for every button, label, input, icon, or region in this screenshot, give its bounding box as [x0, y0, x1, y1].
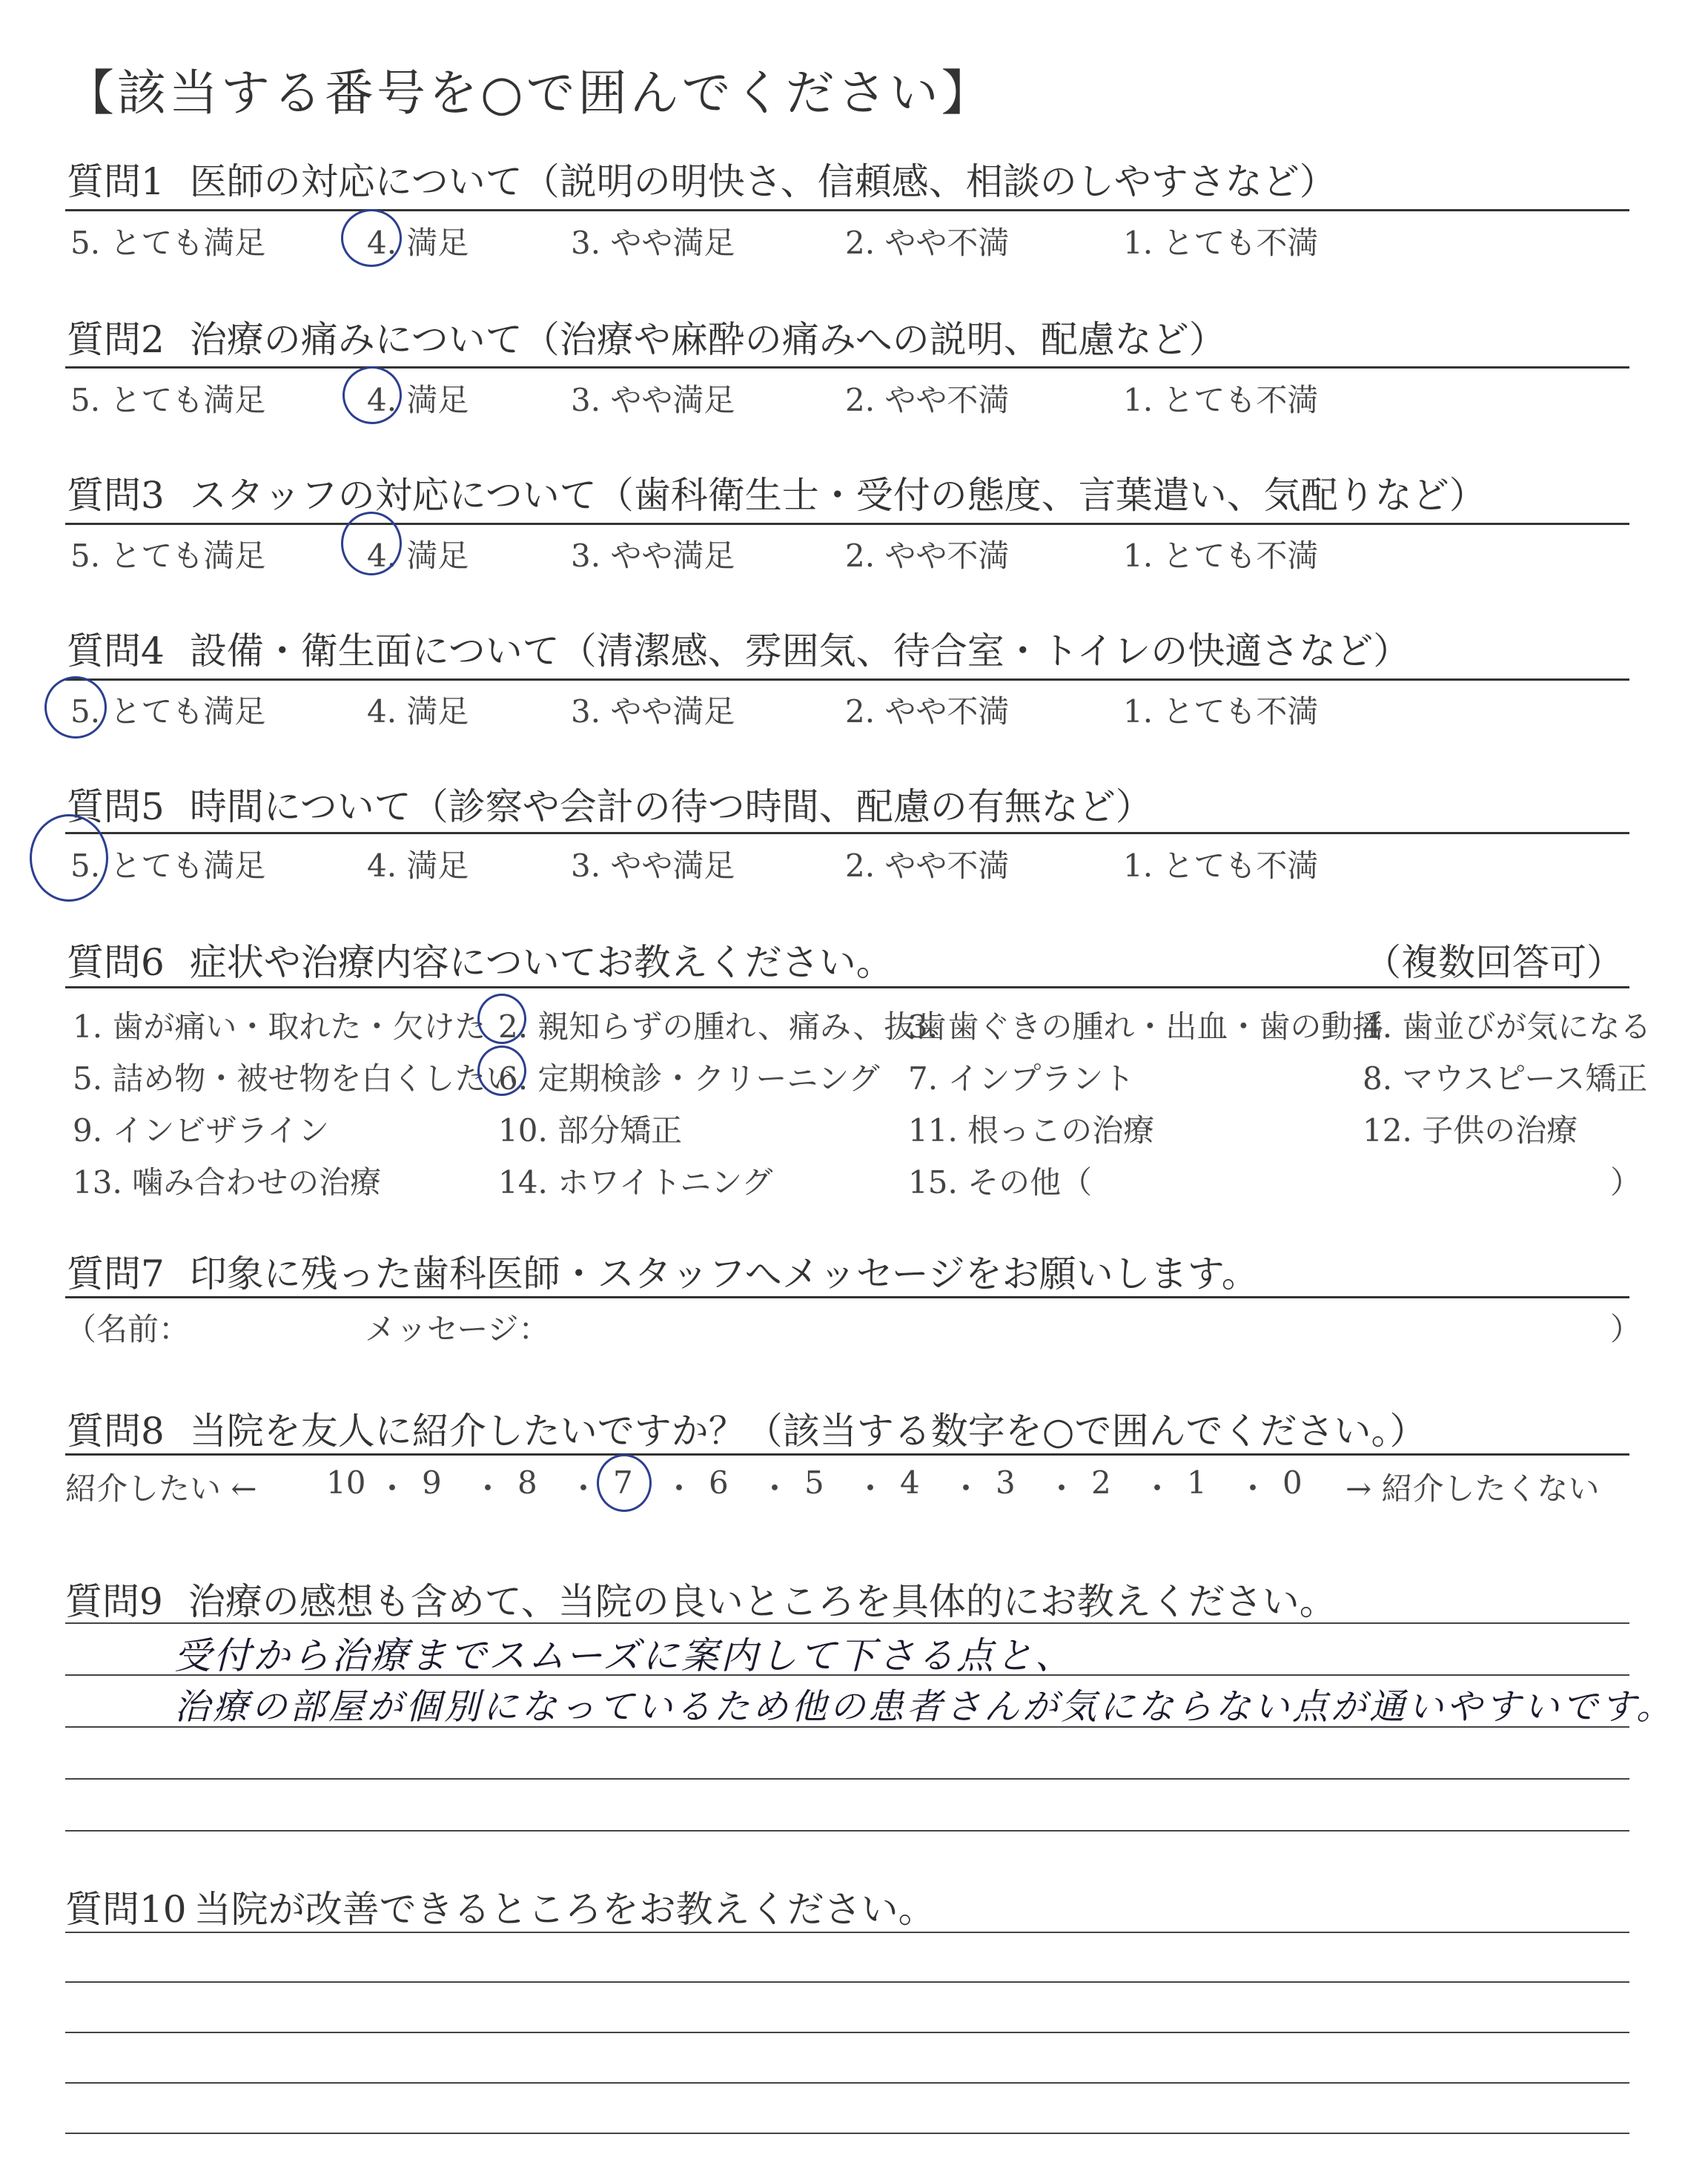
separator-dot: ・: [950, 1470, 982, 1507]
handwritten-answer: 治療の部屋が個別になっているため他の患者さんが気にならない点が通いやすいです。: [174, 1686, 1675, 1728]
selection-circle: [341, 512, 402, 575]
closing-paren: ）: [1610, 1311, 1642, 1347]
selection-circle: [597, 1454, 652, 1512]
question-text: 医師の対応について（説明の明快さ、信頼感、相談のしやすさなど）: [189, 160, 1337, 203]
answer-line: [65, 1932, 1629, 1933]
question-8: [67, 1401, 1426, 1455]
answer-line: [65, 1981, 1629, 1983]
q6-option[interactable]: 7. インプラント: [908, 1060, 1135, 1097]
q4-option-2[interactable]: 2. やや不満: [845, 693, 1010, 730]
question-number: 質問7: [67, 1252, 165, 1295]
separator-dot: ・: [472, 1470, 504, 1507]
question-9: [65, 1572, 1337, 1625]
separator-dot: ・: [759, 1470, 791, 1507]
divider: [65, 366, 1629, 369]
selection-circle: [477, 1046, 526, 1096]
not-recommend-label: → 紹介したくない: [1345, 1470, 1600, 1507]
q1-option-4[interactable]: 4. 満足: [367, 225, 469, 261]
answer-line: [65, 1830, 1629, 1832]
question-number: 質問1: [67, 160, 165, 203]
question-6: [67, 933, 893, 986]
question-10: [65, 1880, 936, 1933]
q4-option-5[interactable]: 5. とても満足: [70, 693, 266, 730]
q3-option-1[interactable]: 1. とても不満: [1123, 538, 1319, 574]
question-7: [67, 1244, 1259, 1298]
divider: [65, 678, 1629, 681]
answer-line: [65, 1622, 1629, 1624]
question-number: 質問4: [67, 630, 165, 673]
divider: [65, 523, 1629, 525]
separator-dot: ・: [663, 1470, 695, 1507]
question-number: 質問8: [67, 1410, 165, 1453]
selection-circle: [30, 814, 108, 902]
q6-option[interactable]: 14. ホワイトニング: [498, 1164, 773, 1200]
q3-option-4[interactable]: 4. 満足: [367, 538, 469, 574]
question-3: [67, 466, 1486, 519]
q6-option[interactable]: 6. 定期検診・クリーニング: [498, 1060, 880, 1097]
question-number: 質問9: [65, 1580, 163, 1623]
separator-dot: ・: [855, 1470, 887, 1507]
q6-option[interactable]: 9. インビザライン: [73, 1112, 330, 1149]
question-number: 質問2: [67, 318, 165, 361]
name-label: （名前：: [65, 1311, 191, 1347]
q6-option[interactable]: 15. その他（: [908, 1164, 1093, 1200]
separator-dot: ・: [1142, 1470, 1174, 1507]
divider: [65, 1453, 1629, 1456]
q6-option[interactable]: 3. 歯ぐきの腫れ・出血・歯の動揺: [908, 1008, 1384, 1045]
closing-paren: ）: [1610, 1164, 1642, 1200]
q2-option-3[interactable]: 3. やや満足: [571, 382, 735, 418]
q5-option-2[interactable]: 2. やや不満: [845, 848, 1010, 884]
q2-option-1[interactable]: 1. とても不満: [1123, 382, 1319, 418]
question-text: スタッフの対応について（歯科衛生士・受付の態度、言葉遣い、気配りなど）: [189, 474, 1486, 517]
answer-line: [65, 2032, 1629, 2033]
multiple-answers-note: （複数回答可）: [1364, 941, 1623, 984]
q6-option[interactable]: 4. 歯並びが気になる: [1363, 1008, 1652, 1045]
q6-option[interactable]: 5. 詰め物・被せ物を白くしたい: [73, 1060, 517, 1097]
q6-option[interactable]: 13. 噛み合わせの治療: [73, 1164, 382, 1200]
recommend-score-9[interactable]: 9: [422, 1464, 442, 1501]
q2-option-4[interactable]: 4. 満足: [367, 382, 469, 418]
selection-circle: [44, 676, 107, 739]
recommend-score-7[interactable]: 7: [613, 1464, 633, 1501]
question-2: [67, 310, 1226, 363]
question-number: 質問3: [67, 474, 165, 517]
question-1: [67, 152, 1337, 205]
recommend-score-4[interactable]: 4: [900, 1464, 920, 1501]
answer-line: [65, 2082, 1629, 2084]
question-text: 印象に残った歯科医師・スタッフへメッセージをお願いします。: [189, 1252, 1259, 1295]
question-text: 症状や治療内容についてお教えください。: [189, 941, 893, 984]
recommend-score-1[interactable]: 1: [1187, 1464, 1207, 1501]
q4-option-3[interactable]: 3. やや満足: [571, 693, 735, 730]
q4-option-1[interactable]: 1. とても不満: [1123, 693, 1319, 730]
q3-option-5[interactable]: 5. とても満足: [70, 538, 266, 574]
question-text: 当院が改善できるところをお教えください。: [193, 1888, 936, 1931]
separator-dot: ・: [1237, 1470, 1269, 1507]
q5-option-1[interactable]: 1. とても不満: [1123, 848, 1319, 884]
divider: [65, 832, 1629, 834]
recommend-label: 紹介したい ←: [65, 1470, 257, 1507]
q1-option-2[interactable]: 2. やや不満: [845, 225, 1010, 261]
q6-option[interactable]: 12. 子供の治療: [1363, 1112, 1578, 1149]
divider: [65, 209, 1629, 211]
selection-circle: [341, 209, 402, 267]
question-4: [67, 621, 1410, 675]
q6-option[interactable]: 11. 根っこの治療: [908, 1112, 1155, 1149]
q5-option-5[interactable]: 5. とても満足: [70, 848, 266, 884]
q3-option-2[interactable]: 2. やや不満: [845, 538, 1010, 574]
recommend-score-5[interactable]: 5: [804, 1464, 824, 1501]
q1-option-5[interactable]: 5. とても満足: [70, 225, 266, 261]
q1-option-1[interactable]: 1. とても不満: [1123, 225, 1319, 261]
question-text: 治療の感想も含めて、当院の良いところを具体的にお教えください。: [188, 1580, 1337, 1623]
q6-option[interactable]: 1. 歯が痛い・取れた・欠けた: [73, 1008, 486, 1045]
message-label: メッセージ：: [365, 1311, 550, 1347]
divider: [65, 1296, 1629, 1298]
q2-option-5[interactable]: 5. とても満足: [70, 382, 266, 418]
q2-option-2[interactable]: 2. やや不満: [845, 382, 1010, 418]
q5-option-3[interactable]: 3. やや満足: [571, 848, 735, 884]
answer-line: [65, 1778, 1629, 1780]
question-number: 質問5: [67, 785, 165, 828]
q6-option[interactable]: 10. 部分矯正: [498, 1112, 683, 1149]
form-header: 【該当する番号を○で囲んでください】: [65, 65, 993, 122]
question-text: 時間について（診察や会計の待つ時間、配慮の有無など）: [189, 785, 1153, 828]
answer-line: [65, 2133, 1629, 2134]
separator-dot: ・: [377, 1470, 408, 1507]
recommend-score-8[interactable]: 8: [517, 1464, 537, 1501]
question-5: [67, 777, 1153, 830]
handwritten-answer: 受付から治療までスムーズに案内して下さる点と、: [174, 1634, 1074, 1677]
q1-option-3[interactable]: 3. やや満足: [571, 225, 735, 261]
recommend-score-6[interactable]: 6: [709, 1464, 729, 1501]
recommend-score-0[interactable]: 0: [1282, 1464, 1302, 1501]
q5-option-4[interactable]: 4. 満足: [367, 848, 469, 884]
recommend-score-2[interactable]: 2: [1091, 1464, 1111, 1501]
question-text: 治療の痛みについて（治療や麻酔の痛みへの説明、配慮など）: [189, 318, 1226, 361]
q6-option[interactable]: 2. 親知らずの腫れ、痛み、抜歯: [498, 1008, 947, 1045]
selection-circle: [342, 366, 402, 424]
separator-dot: ・: [1046, 1470, 1078, 1507]
q3-option-3[interactable]: 3. やや満足: [571, 538, 735, 574]
q6-option[interactable]: 8. マウスピース矯正: [1363, 1060, 1648, 1097]
question-text: 当院を友人に紹介したいですか？（該当する数字を○で囲んでください。）: [189, 1410, 1427, 1453]
recommend-score-3[interactable]: 3: [996, 1464, 1016, 1501]
question-text: 設備・衛生面について（清潔感、雰囲気、待合室・トイレの快適さなど）: [189, 630, 1411, 673]
question-number: 質問10: [65, 1888, 187, 1931]
question-number: 質問6: [67, 941, 165, 984]
divider: [65, 986, 1629, 988]
q4-option-4[interactable]: 4. 満足: [367, 693, 469, 730]
separator-dot: ・: [568, 1470, 600, 1507]
selection-circle: [477, 994, 526, 1044]
recommend-score-10[interactable]: 10: [326, 1464, 366, 1501]
